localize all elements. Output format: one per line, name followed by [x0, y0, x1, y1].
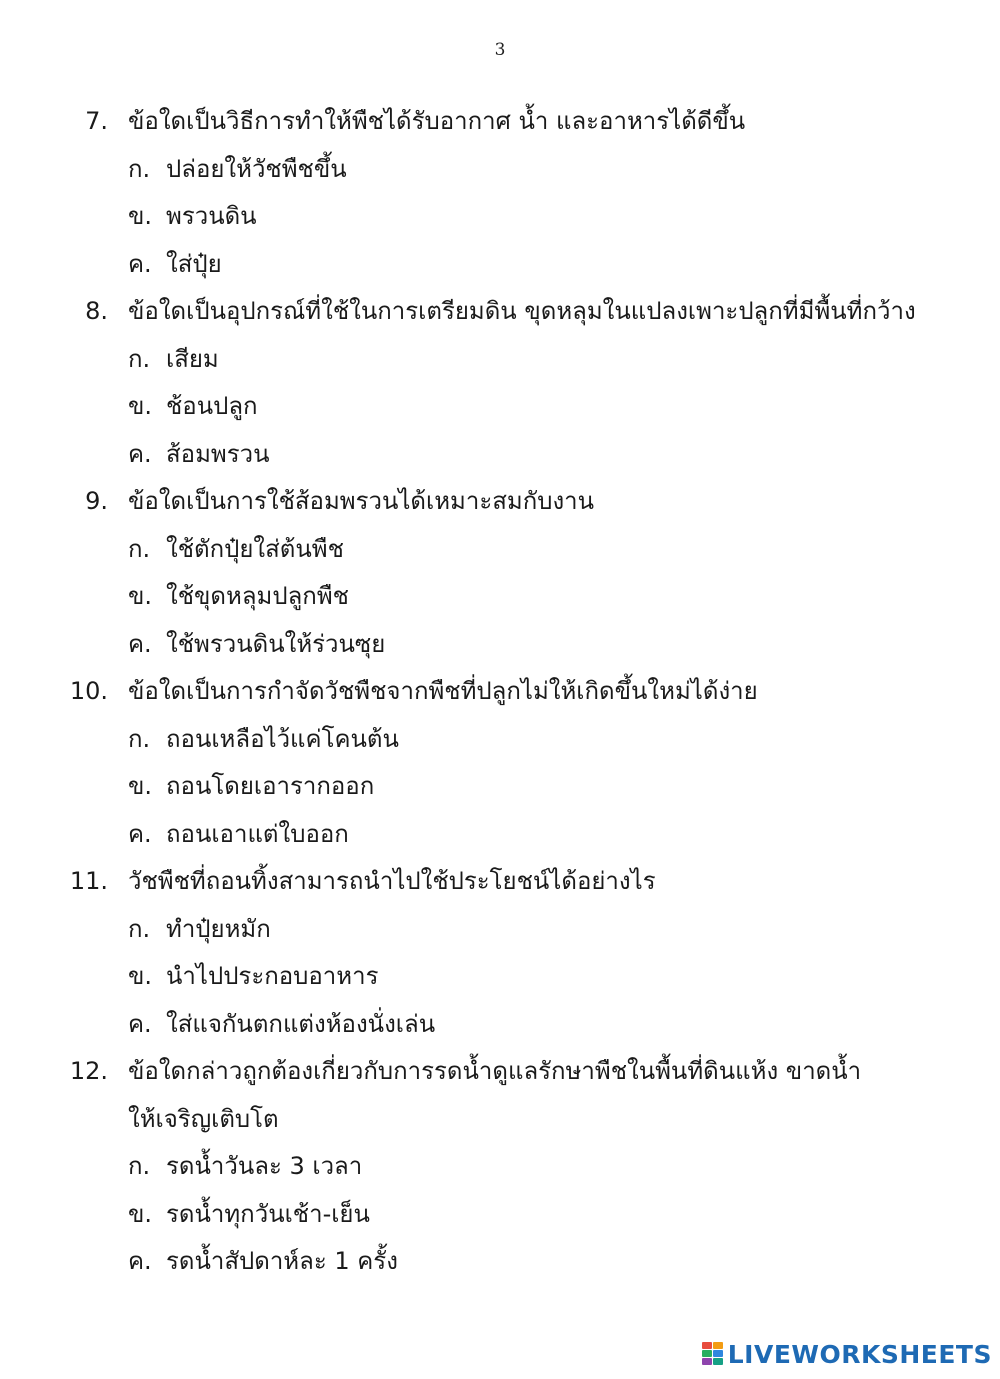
choice-text: ช้อนปลูก — [166, 392, 258, 420]
question-number: 8. — [85, 297, 108, 325]
question-number: 12. — [69, 1057, 108, 1085]
answer-choice — [0, 716, 1000, 764]
question-line — [0, 1096, 1000, 1144]
answer-choice — [0, 526, 1000, 574]
question-line — [0, 288, 1000, 336]
question-item — [0, 1048, 1000, 1286]
choice-letter: ข. — [128, 582, 153, 610]
choice-text: รดน้ำสัปดาห์ละ 1 ครั้ง — [166, 1247, 398, 1275]
choice-text: ถอนเอาแต่ใบออก — [166, 819, 349, 848]
question-line — [0, 98, 1000, 146]
question-item — [0, 478, 1000, 668]
choice-text: ใช้พรวนดินให้ร่วนซุย — [166, 629, 386, 658]
question-item — [0, 668, 1000, 858]
question-line — [0, 478, 1000, 526]
choice-letter: ข. — [128, 1199, 153, 1228]
answer-choice — [0, 336, 1000, 384]
choice-letter: ข. — [128, 202, 153, 230]
answer-choice — [0, 811, 1000, 859]
answer-choice — [0, 906, 1000, 954]
answer-choice — [0, 193, 1000, 241]
answer-choice — [0, 383, 1000, 431]
question-item — [0, 858, 1000, 1048]
choice-letter: ค. — [128, 629, 152, 658]
choice-text: ส้อมพรวน — [166, 439, 270, 468]
choice-letter: ข. — [128, 962, 153, 990]
question-item — [0, 98, 1000, 288]
question-line — [0, 1048, 1000, 1096]
liveworksheets-watermark — [702, 1339, 992, 1369]
answer-choice — [0, 431, 1000, 479]
question-text: ข้อใดกล่าวถูกต้องเกี่ยวกับการรดน้ำดูแลรักษาพืชในพื้นที่ดินแห้ง ขาดน้ำ — [128, 1057, 862, 1085]
choice-letter: ก. — [128, 1152, 151, 1180]
question-text: วัชพืชที่ถอนทิ้งสามารถนำไปใช้ประโยชน์ได้อย่างไร — [128, 867, 656, 895]
choice-letter: ก. — [128, 344, 151, 373]
choice-letter: ก. — [128, 534, 151, 563]
choice-text: เสียม — [166, 344, 219, 373]
liveworksheets-logo-icon — [702, 1342, 724, 1366]
choice-text: พรวนดิน — [166, 202, 257, 230]
question-number: 10. — [69, 677, 108, 705]
choice-letter: ค. — [128, 1247, 152, 1275]
answer-choice — [0, 1143, 1000, 1191]
choice-text: รดน้ำวันละ 3 เวลา — [166, 1152, 363, 1180]
question-item — [0, 288, 1000, 478]
choice-text: ปล่อยให้วัชพืชขึ้น — [166, 154, 347, 183]
choice-text: ใช้ตักปุ๋ยใส่ต้นพืช — [166, 534, 344, 563]
answer-choice — [0, 1001, 1000, 1049]
choice-text: ใส่ปุ๋ย — [166, 249, 222, 278]
choice-text: ใส่แจกันตกแต่งห้องนั่งเล่น — [166, 1009, 436, 1038]
question-text: ข้อใดเป็นวิธีการทำให้พืชได้รับอากาศ น้ำ และอาหารได้ดีขึ้น — [128, 107, 746, 135]
answer-choice — [0, 621, 1000, 669]
page-number: 3 — [494, 40, 506, 60]
answer-choice — [0, 1191, 1000, 1239]
answer-choice — [0, 146, 1000, 194]
choice-letter: ค. — [128, 249, 152, 278]
choice-text: ทำปุ๋ยหมัก — [166, 914, 271, 943]
choice-text: รดน้ำทุกวันเช้า-เย็น — [166, 1199, 370, 1228]
choice-letter: ค. — [128, 819, 152, 848]
question-line — [0, 668, 1000, 716]
choice-letter: ค. — [128, 439, 152, 468]
question-number: 11. — [69, 867, 108, 895]
question-text: ข้อใดเป็นอุปกรณ์ที่ใช้ในการเตรียมดิน ขุดหลุมในแปลงเพาะปลูกที่มีพื้นที่กว้าง — [128, 297, 916, 325]
question-line — [0, 858, 1000, 906]
choice-text: ถอนเหลือไว้แค่โคนต้น — [166, 724, 399, 753]
choice-letter: ข. — [128, 772, 153, 800]
answer-choice — [0, 953, 1000, 1001]
question-number: 9. — [85, 487, 108, 515]
answer-choice — [0, 573, 1000, 621]
choice-letter: ก. — [128, 154, 151, 183]
choice-text: นำไปประกอบอาหาร — [166, 962, 379, 990]
question-number: 7. — [85, 107, 108, 135]
answer-choice — [0, 241, 1000, 289]
answer-choice — [0, 763, 1000, 811]
question-list — [0, 98, 1000, 1286]
question-text: ให้เจริญเติบโต — [128, 1104, 279, 1133]
choice-text: ถอนโดยเอารากออก — [166, 772, 375, 800]
question-text: ข้อใดเป็นการกำจัดวัชพืชจากพืชที่ปลูกไม่ให้เกิดขึ้นใหม่ได้ง่าย — [128, 677, 758, 705]
choice-text: ใช้ขุดหลุมปลูกพืช — [166, 582, 349, 610]
choice-letter: ข. — [128, 392, 153, 420]
choice-letter: ก. — [128, 914, 151, 943]
answer-choice — [0, 1238, 1000, 1286]
choice-letter: ก. — [128, 724, 151, 753]
choice-letter: ค. — [128, 1009, 152, 1038]
watermark-text: LIVEWORKSHEETS — [727, 1339, 992, 1369]
question-text: ข้อใดเป็นการใช้ส้อมพรวนได้เหมาะสมกับงาน — [128, 487, 595, 515]
